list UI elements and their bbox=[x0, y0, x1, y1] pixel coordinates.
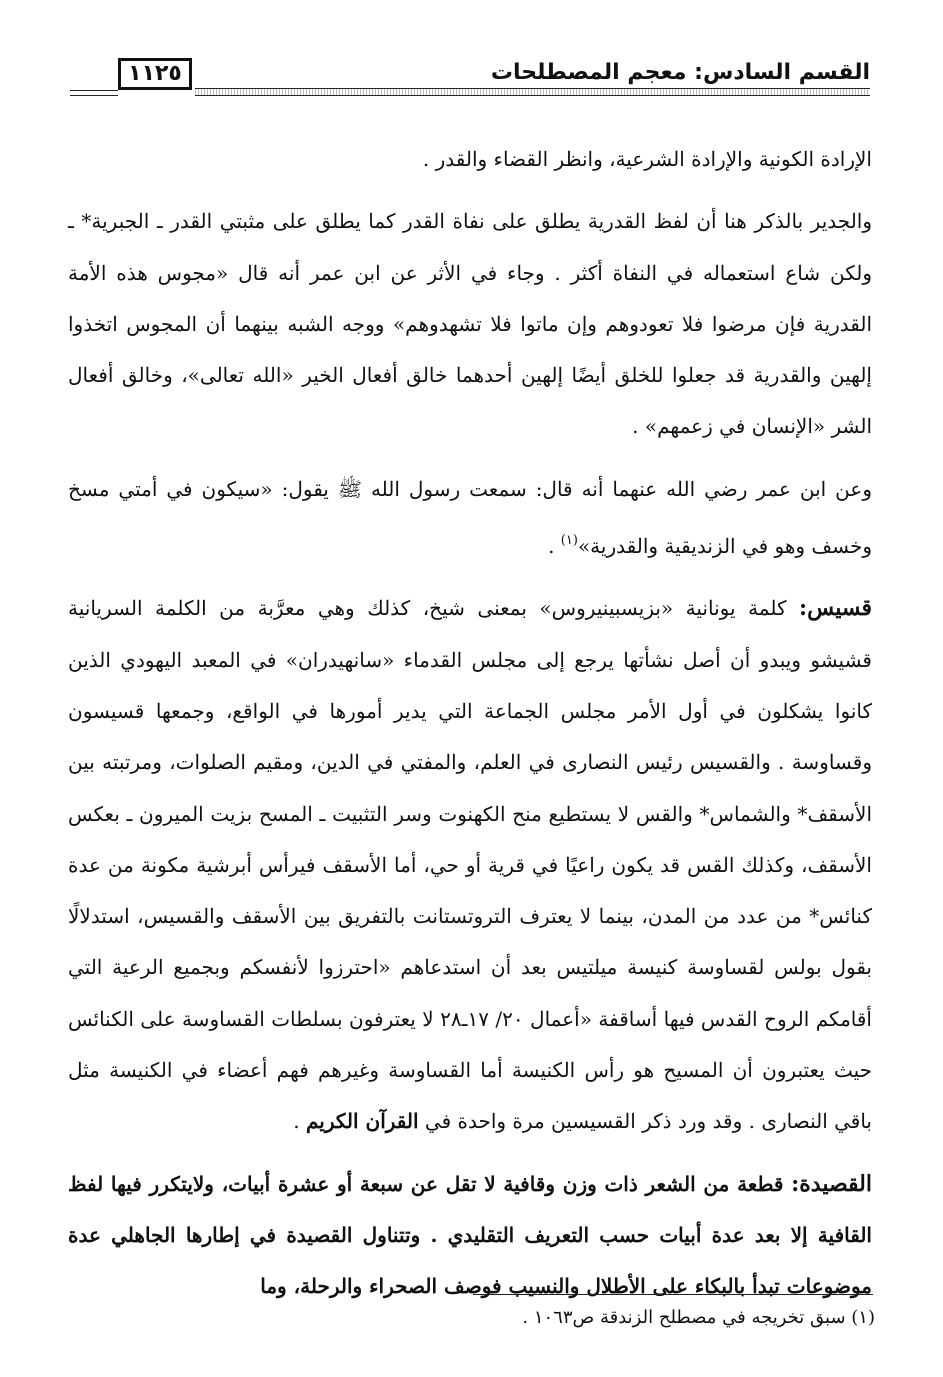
entry-qissis-end: . bbox=[293, 1109, 306, 1134]
section-title: القسم السادس: معجم المصطلحات bbox=[490, 60, 870, 85]
entry-qissis bbox=[68, 583, 872, 1147]
paragraph-2: والجدير بالذكر هنا أن لفظ القدرية يطلق على نفاة القدر كما يطلق على مثبتي القدر ـ الجبرية* ـ ولكن شاع استعماله في النفاة أكثر . وجاء في الأثر عن ابن عمر أنه قال «مجوس هذه الأمة القدرية فإن مرضوا فلا تعودوهم وإن ماتوا فلا تشهدوهم» ووجه الشبه بينهما أن المجوس اتخذوا إلهين والقدرية قد جعلوا للخلق أيضًا إلهين أحدهما خالق أفعال الخير «الله تعالى»، وخالق أفعال الشر «الإنسان في زعمهم» . bbox=[68, 209, 872, 439]
page-number-rule bbox=[70, 90, 118, 96]
page-header bbox=[70, 58, 870, 98]
quran-reference: القرآن الكريم bbox=[305, 1109, 419, 1134]
entry-term-qissis: قسيس: bbox=[799, 595, 872, 622]
entry-term-qasida: القصيدة: bbox=[791, 1170, 872, 1197]
entry-qasida-text: قطعة من الشعر ذات وزن وقافية لا تقل عن سبعة أو عشرة أبيات، ولايتكرر فيها لفظ القافية إلا بعد عدة أبيات حسب التعريف التقليدي . وتتناول القصيدة في إطارها الجاهلي عدة موضوعات تبدأ بالبكاء على الأطلال والنسيب فوصف الصحراء والرحلة، وما bbox=[68, 1171, 872, 1299]
entry-qasida bbox=[68, 1159, 872, 1313]
main-text bbox=[68, 134, 872, 1313]
footnote-marker: (١) bbox=[560, 533, 578, 549]
footnote: (١) سبق تخريجه في مصطلح الزندقة ص١٠٦٣ . bbox=[522, 1307, 875, 1328]
paragraph-1: الإرادة الكونية والإرادة الشرعية، وانظر القضاء والقدر . bbox=[422, 147, 872, 171]
entry-qissis-text: كلمة يونانية «بزيسبينيروس» بمعنى شيخ، كذلك وهي معرَّبة من الكلمة السريانية قشيشو ويبدو أن أصل نشأتها يرجع إلى مجلس القدماء «سانهيدران» في المعبد اليهودي الذين كانوا يشكلون في أول الأمر مجلس الجماعة التي يدير أمورها في الواقع، وجمعها قسيسون وقساوسة . والقسيس رئيس النصارى في العلم، والمفتي في الدين، ومقيم الصلوات، ومرتبته بين الأسقف* والشماس* والقس لا يستطيع منح الكهنوت وسر التثبيت ـ المسح بزيت الميرون ـ بعكس الأسقف، وكذلك القس قد يكون راعيًا في قرية أو حي، أما الأسقف فيرأس أبرشية مكونة من عدة كنائس* من عدد من المدن، بينما لا يعترف التروتستانت بالتفريق بين الأسقف والقسيس، استدلالًا بقول بولس لقساوسة كنيسة ميلتيس بعد أن استدعاهم «احترزوا لأنفسكم وبجميع الرعية التي أقامكم الروح القدس فيها أساقفة «أعمال ٢٠/ ١٧ـ٢٨ لا يعترفون بسلطات القساوسة على الكنائس حيث يعتبرون أن المسيح هو رأس الكنيسة أما القساوسة وغيرهم فهم أعضاء في الكنيسة مثل باقي النصارى . وقد ورد ذكر القسيسين مرة واحدة في bbox=[68, 596, 872, 1134]
footnote-rule bbox=[473, 1294, 873, 1295]
header-rule bbox=[195, 88, 870, 96]
paragraph-3-end: . bbox=[548, 534, 561, 559]
paragraph-3-text: وعن ابن عمر رضي الله عنهما أنه قال: سمعت رسول الله ﷺ يقول: «سيكون في أمتي مسخ وخسف وهو في الزنديقية والقدرية» bbox=[68, 476, 872, 559]
page-number: ١١٢٥ bbox=[118, 58, 192, 90]
paragraph-3 bbox=[68, 464, 872, 573]
